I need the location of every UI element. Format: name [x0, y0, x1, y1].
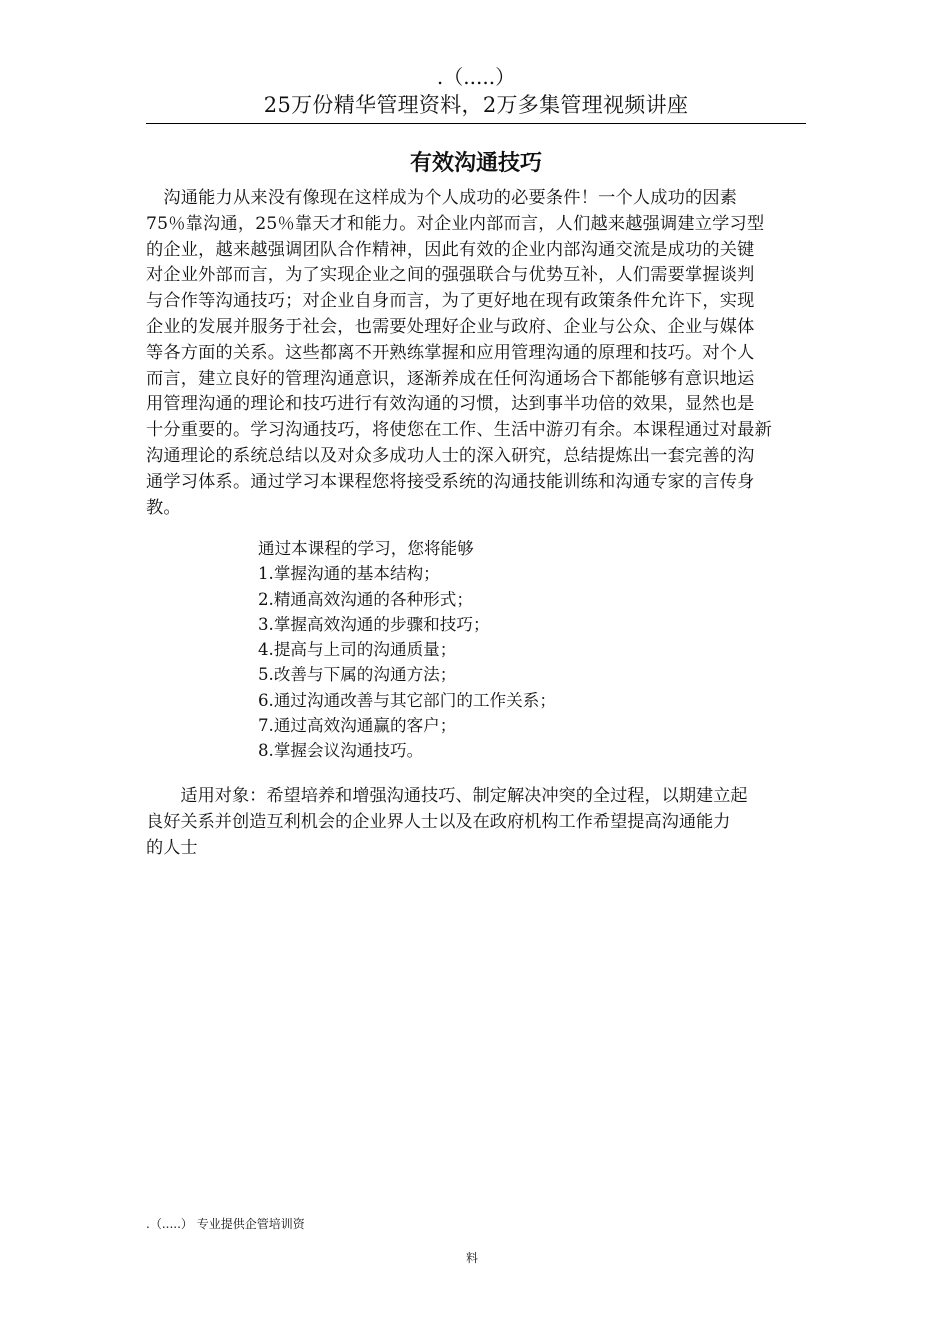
objectives-lead: 通过本课程的学习，您将能够	[258, 539, 474, 558]
intro-line: 沟通能力从来没有像现在这样成为个人成功的必要条件！一个人成功的因素	[146, 188, 738, 208]
objective-item: 7.通过高效沟通赢的客户；	[258, 716, 457, 736]
objective-item: 1.掌握沟通的基本结构；	[258, 564, 440, 584]
objective-item: 3.掌握高效沟通的步骤和技巧；	[258, 614, 490, 634]
intro-line: 沟通理论的系统总结以及对众多成功人士的深入研究，总结提炼出一套完善的沟	[146, 445, 755, 466]
intro-line: 的企业，越来越强调团队合作精神，因此有效的企业内部沟通交流是成功的关键	[146, 239, 755, 260]
footer-page-text: 料	[466, 1251, 479, 1265]
objective-item: 6.通过沟通改善与其它部门的工作关系；	[258, 690, 556, 710]
intro-line: 75％靠沟通，25％靠天才和能力。对企业内部而言，人们越来越强调建立学习型	[146, 213, 765, 234]
intro-line: 用管理沟通的理论和技巧进行有效沟通的习惯，达到事半功倍的效果，显然也是	[146, 394, 755, 415]
intro-line: 对企业外部而言，为了实现企业之间的强强联合与优势互补，人们需要掌握谈判	[146, 265, 755, 286]
intro-line: 企业的发展并服务于社会，也需要处理好企业与政府、企业与公众、企业与媒体	[146, 316, 755, 337]
intro-line: 通学习体系。通过学习本课程您将接受系统的沟通技能训练和沟通专家的言传身	[146, 471, 755, 492]
objective-item: 5.改善与下属的沟通方法；	[258, 665, 457, 685]
header-line-1: .（.....）	[436, 65, 516, 89]
target-line: 适用对象：希望培养和增强沟通技巧、制定解决冲突的全过程，以期建立起	[146, 786, 748, 806]
objective-item: 4.提高与上司的沟通质量；	[258, 640, 457, 660]
header-line-2: 25万份精华管理资料，2万多集管理视频讲座	[263, 93, 689, 117]
objective-item: 8.掌握会议沟通技巧。	[258, 741, 424, 761]
intro-paragraph	[146, 186, 808, 521]
objectives-list	[258, 536, 556, 764]
intro-line: 等各方面的关系。这些都离不开熟练掌握和应用管理沟通的原理和技巧。对个人	[146, 342, 755, 363]
intro-line: 十分重要的。学习沟通技巧，将使您在工作、生活中游刃有余。本课程通过对最新	[146, 420, 772, 441]
target-line: 的人士	[146, 837, 198, 858]
target-audience-paragraph	[146, 784, 808, 861]
header-rule	[146, 123, 806, 124]
footer-text: .（.....） 专业提供企管培训资	[146, 1217, 305, 1231]
intro-line: 而言，建立良好的管理沟通意识，逐渐养成在任何沟通场合下都能够有意识地运	[146, 368, 755, 389]
page-header	[146, 64, 806, 120]
intro-line: 与合作等沟通技巧；对企业自身而言，为了更好地在现有政策条件允许下，实现	[146, 291, 755, 312]
document-title: 有效沟通技巧	[409, 150, 542, 176]
target-line: 良好关系并创造互利机会的企业界人士以及在政府机构工作希望提高沟通能力	[146, 811, 731, 832]
objective-item: 2.精通高效沟通的各种形式；	[258, 589, 473, 609]
intro-line: 教。	[146, 497, 181, 518]
